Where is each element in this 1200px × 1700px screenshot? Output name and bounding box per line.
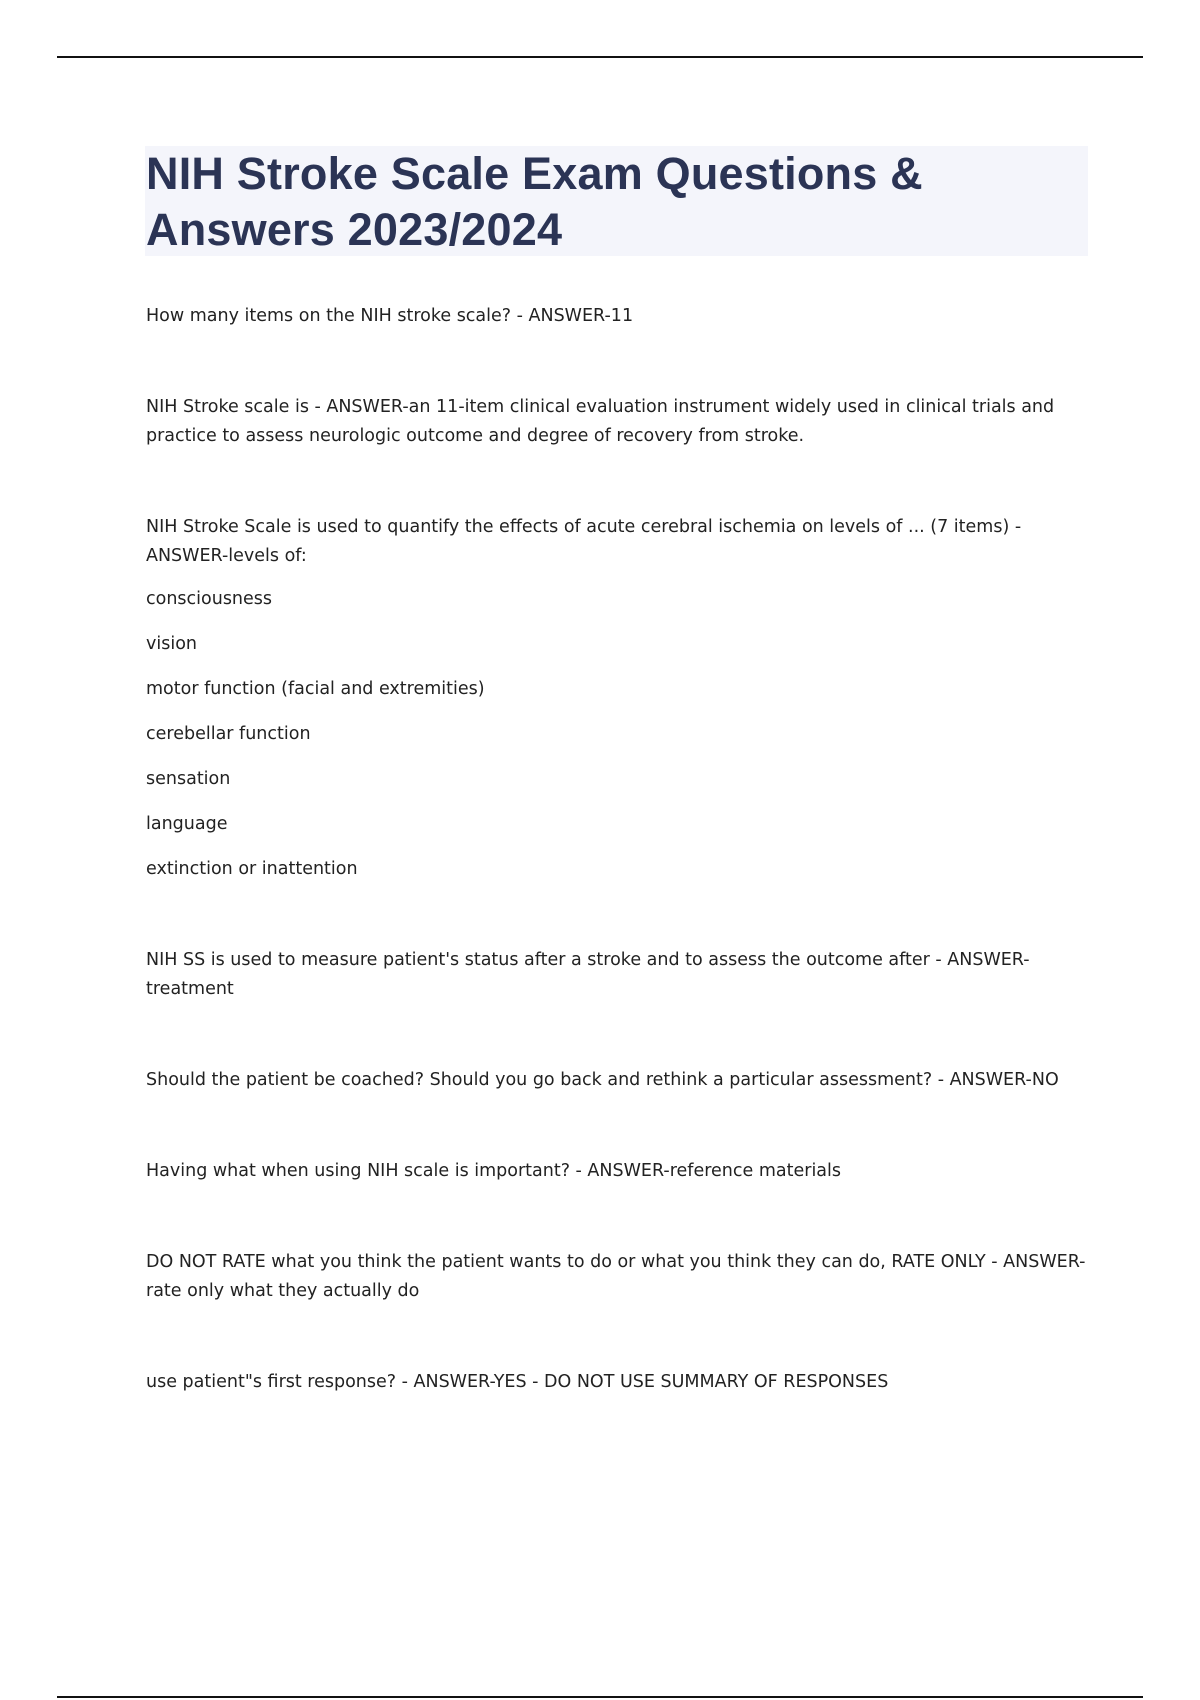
answer-list-item: extinction or inattention (146, 859, 358, 879)
qa-text: Having what when using NIH scale is important? - ANSWER-reference materials (146, 1161, 842, 1181)
qa-item (146, 1157, 1086, 1186)
qa-text: DO NOT RATE what you think the patient wants to do or what you think they can do, RATE ONLY - ANSWER-rate only what they actually do (146, 1252, 1086, 1301)
top-rule (57, 56, 1143, 58)
qa-item (146, 513, 1086, 884)
qa-item (146, 393, 1086, 451)
qa-item (146, 946, 1086, 1004)
qa-item (146, 1368, 1086, 1397)
qa-item (146, 1066, 1086, 1095)
qa-item (146, 302, 1086, 331)
document-title: NIH Stroke Scale Exam Questions & Answers 2023/2024 (146, 148, 923, 255)
answer-list-item: cerebellar function (146, 724, 311, 744)
bottom-rule (57, 1696, 1143, 1698)
qa-text: Should the patient be coached? Should you go back and rethink a particular assessment? - ANSWER-NO (146, 1070, 1059, 1090)
answer-list-item: sensation (146, 769, 231, 789)
answer-list (146, 585, 1086, 884)
answer-list-item: motor function (facial and extremities) (146, 679, 485, 699)
qa-text: NIH Stroke Scale is used to quantify the effects of acute cerebral ischemia on levels of ... (7 items) - ANSWER-levels of: (146, 517, 1022, 566)
qa-text: How many items on the NIH stroke scale? - ANSWER-11 (146, 306, 634, 326)
qa-item (146, 1248, 1086, 1306)
answer-list-item: vision (146, 634, 197, 654)
answer-list-item: language (146, 814, 228, 834)
qa-text: NIH SS is used to measure patient's status after a stroke and to assess the outcome after - ANSWER-treatment (146, 950, 1030, 999)
qa-text: use patient"s first response? - ANSWER-YES - DO NOT USE SUMMARY OF RESPONSES (146, 1372, 889, 1392)
qa-list (146, 302, 1086, 1459)
qa-text: NIH Stroke scale is - ANSWER-an 11-item clinical evaluation instrument widely used in clinical trials and practice to assess neurologic outcome and degree of recovery from stroke. (146, 397, 1055, 446)
answer-list-item: consciousness (146, 589, 273, 609)
